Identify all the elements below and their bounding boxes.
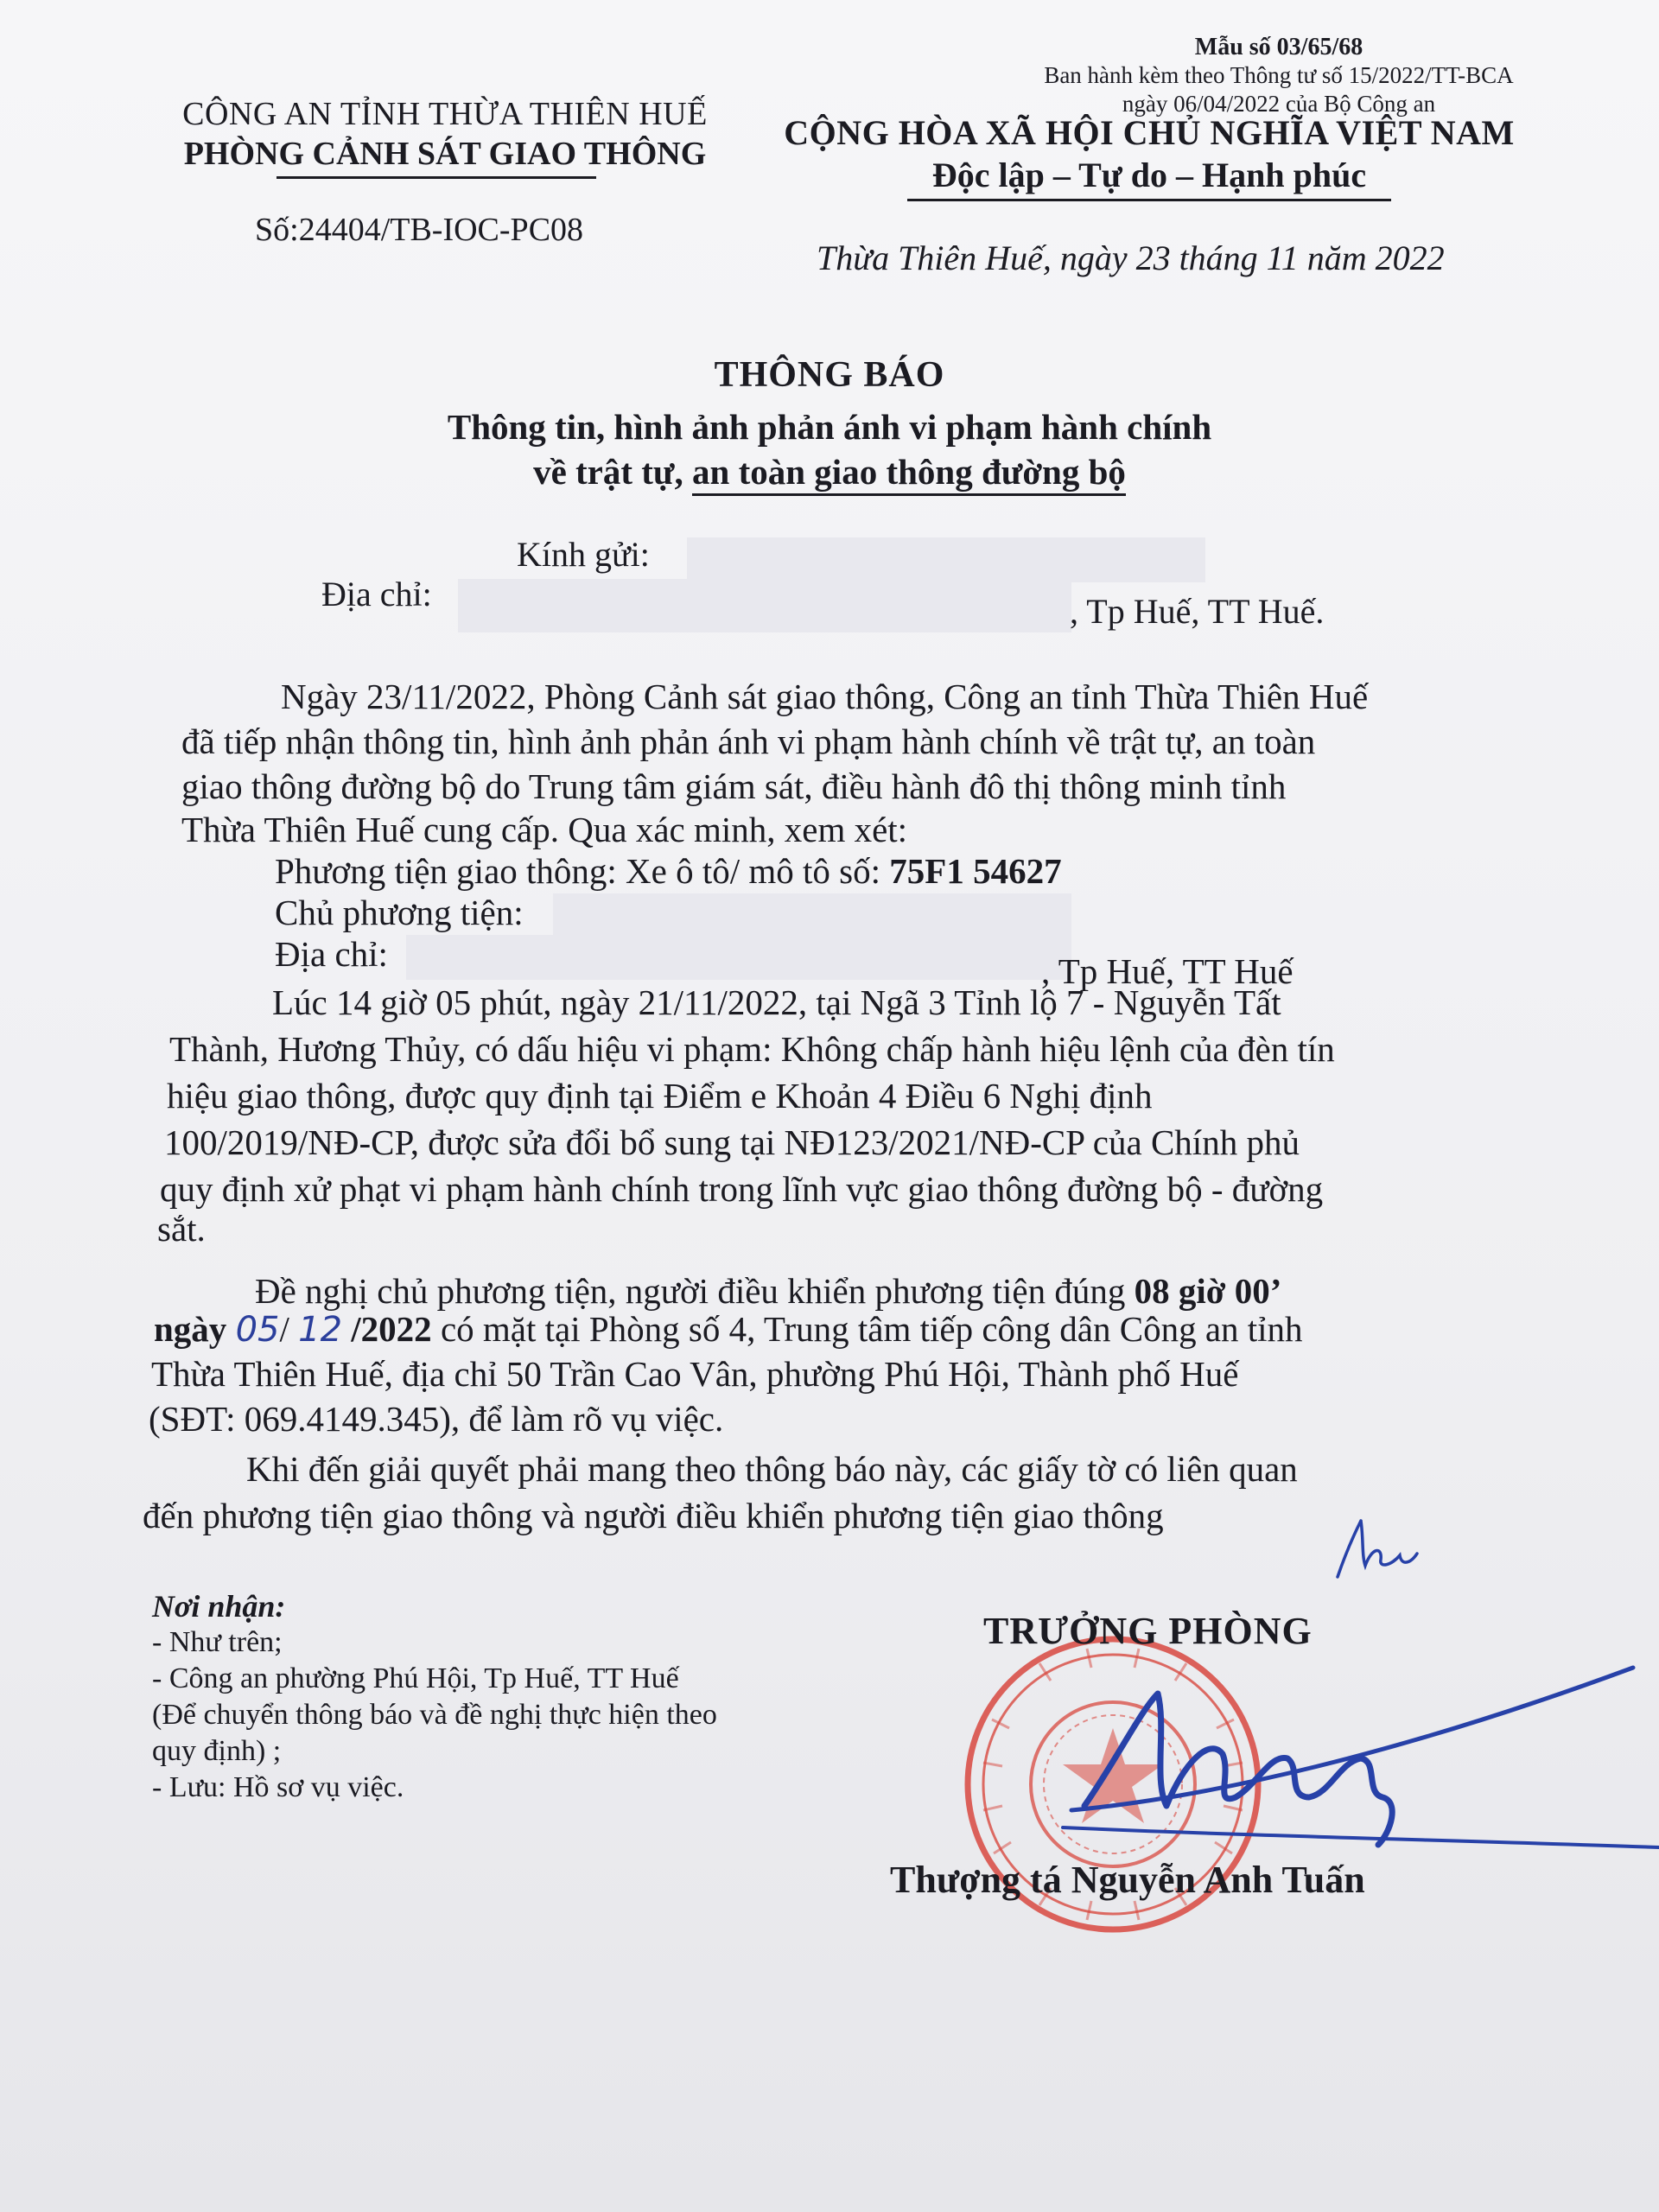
- receiver-item-2: - Công an phường Phú Hội, Tp Huế, TT Huế: [152, 1662, 679, 1694]
- org-underline: [276, 176, 596, 179]
- p2-line3: hiệu giao thông, được quy định tại Điểm e Khoản 4 Điều 6 Nghị định: [167, 1076, 1153, 1116]
- form-issued-line2: ngày 06/04/2022 của Bộ Công an: [1122, 91, 1436, 117]
- p3-line1: [255, 1270, 1281, 1312]
- subtitle-2-underlined: an toàn giao thông đường bộ: [692, 452, 1126, 496]
- recipient-label: Kính gửi:: [517, 535, 650, 574]
- p2-line6: sắt.: [157, 1209, 206, 1249]
- place-date: Thừa Thiên Huế, ngày 23 tháng 11 năm 2022: [817, 238, 1445, 277]
- redacted-owner-address: [406, 935, 1071, 980]
- org-line2: PHÒNG CẢNH SÁT GIAO THÔNG: [183, 136, 707, 172]
- receivers-block: [152, 1588, 717, 1806]
- p2-line5: quy định xử phạt vi phạm hành chính trong lĩnh vực giao thông đường bộ - đường: [160, 1169, 1324, 1209]
- form-issued-line1: Ban hành kèm theo Thông tư số 15/2022/TT-BCA: [1044, 62, 1514, 88]
- p1-line3: giao thông đường bộ do Trung tâm giám sát, điều hành đô thị thông minh tỉnh: [181, 766, 1287, 806]
- receiver-item-5: - Lưu: Hồ sơ vụ việc.: [152, 1771, 404, 1803]
- handwritten-initials-icon: [1331, 1512, 1426, 1590]
- appointment-year: /2022: [351, 1309, 432, 1349]
- p3-line3: Thừa Thiên Huế, địa chỉ 50 Trần Cao Vân, phường Phú Hội, Thành phố Huế: [151, 1354, 1239, 1394]
- redacted-owner: [553, 893, 1071, 935]
- owner-label: Chủ phương tiện:: [275, 893, 524, 932]
- motto-underline: [907, 199, 1391, 201]
- form-code: Mẫu số 03/65/68: [1194, 34, 1363, 60]
- signer-position: TRƯỞNG PHÒNG: [983, 1610, 1313, 1652]
- p2-line1: Lúc 14 giờ 05 phút, ngày 21/11/2022, tại Ngã 3 Tỉnh lộ 7 - Nguyễn Tất: [272, 982, 1281, 1022]
- p3-day-label: ngày: [154, 1309, 227, 1349]
- p1-line4: Thừa Thiên Huế cung cấp. Qua xác minh, xem xét:: [181, 810, 908, 849]
- handwritten-day: 05: [235, 1310, 280, 1350]
- handwritten-month: 12: [298, 1310, 343, 1350]
- p4-line1: Khi đến giải quyết phải mang theo thông báo này, các giấy tờ có liên quan: [246, 1449, 1298, 1489]
- p2-line4: 100/2019/NĐ-CP, được sửa đổi bổ sung tại NĐ123/2021/NĐ-CP của Chính phủ: [164, 1122, 1300, 1162]
- document-number: Số:24404/TB-IOC-PC08: [255, 212, 584, 248]
- appointment-time: 08 giờ 00’: [1134, 1271, 1282, 1311]
- owner-address-tail: , Tp Huế, TT Huế: [1041, 951, 1294, 991]
- vehicle-plate: 75F1 54627: [889, 851, 1062, 891]
- p1-line1: Ngày 23/11/2022, Phòng Cảnh sát giao thông, Công an tỉnh Thừa Thiên Huế: [281, 677, 1369, 716]
- handwritten-signature-icon: [1037, 1659, 1659, 1866]
- receiver-item-1: - Như trên;: [152, 1626, 283, 1658]
- p4-line2: đến phương tiện giao thông và người điều khiển phương tiện giao thông: [143, 1496, 1164, 1535]
- receiver-item-4: quy định) ;: [152, 1735, 282, 1767]
- p1-line2: đã tiếp nhận thông tin, hình ảnh phản ánh vi phạm hành chính về trật tự, an toàn: [181, 721, 1316, 761]
- p3-line2: ngày 05/ 12 /2022 có mặt tại Phòng số 4, Trung tâm tiếp công dân Công an tỉnh: [154, 1309, 1303, 1350]
- national-motto: [769, 112, 1529, 201]
- receivers-title: Nơi nhận:: [152, 1589, 286, 1624]
- document-title: THÔNG BÁO: [714, 355, 945, 395]
- p2-line2: Thành, Hương Thủy, có dấu hiệu vi phạm: Không chấp hành hiệu lệnh của đèn tín: [169, 1029, 1335, 1069]
- nation-line2: Độc lập – Tự do – Hạnh phúc: [931, 156, 1367, 194]
- subtitle-2-prefix: về trật tự,: [533, 452, 683, 492]
- p3-line1-prefix: Đề nghị chủ phương tiện, người điều khiển phương tiện đúng: [255, 1271, 1126, 1311]
- owner-address-label: Địa chỉ:: [275, 934, 388, 974]
- nation-line1: CỘNG HÒA XÃ HỘI CHỦ NGHĨA VIỆT NAM: [784, 113, 1515, 152]
- vehicle-line: [275, 850, 1062, 892]
- org-line1: CÔNG AN TỈNH THỪA THIÊN HUẾ: [182, 96, 708, 132]
- document-subtitle-2: [0, 451, 1659, 493]
- vehicle-label: Phương tiện giao thông: Xe ô tô/ mô tô số:: [275, 851, 881, 891]
- redacted-recipient-address: [458, 579, 1071, 632]
- receiver-item-3: (Để chuyển thông báo và đề nghị thực hiện theo: [152, 1699, 717, 1731]
- issuing-organization: [147, 95, 743, 179]
- form-info: [968, 33, 1590, 118]
- document-subtitle-1: Thông tin, hình ảnh phản ánh vi phạm hành chính: [447, 407, 1212, 447]
- recipient-address-label: Địa chỉ:: [321, 575, 432, 613]
- redacted-recipient: [687, 537, 1205, 582]
- signer-name: Thượng tá Nguyễn Anh Tuấn: [890, 1859, 1365, 1901]
- p3-line4: (SĐT: 069.4149.345), để làm rõ vụ việc.: [149, 1399, 724, 1439]
- p3-line2-rest: có mặt tại Phòng số 4, Trung tâm tiếp công dân Công an tỉnh: [440, 1309, 1303, 1349]
- recipient-address-tail: , Tp Huế, TT Huế.: [1070, 592, 1325, 631]
